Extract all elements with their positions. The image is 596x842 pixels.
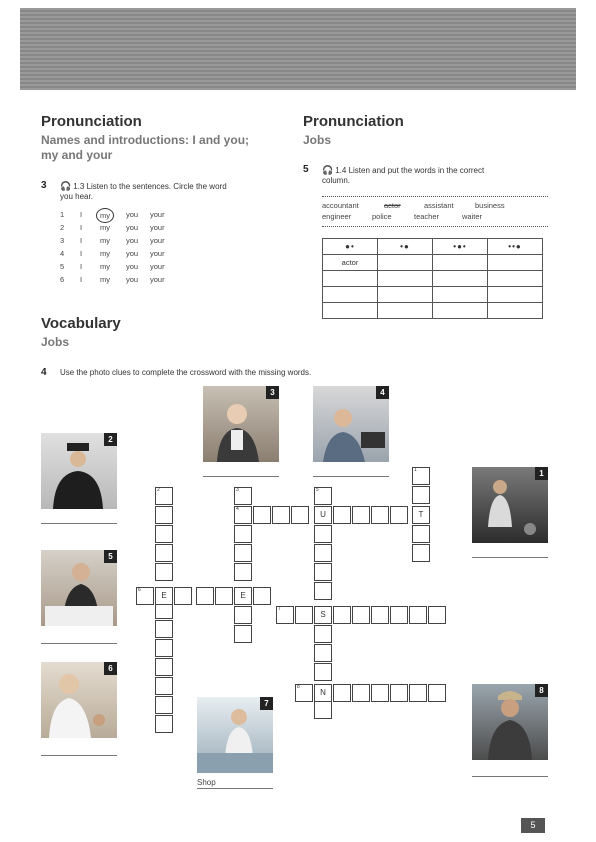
row-number: 2 [60, 223, 65, 232]
crossword-cell[interactable] [291, 506, 309, 524]
crossword-cell[interactable] [155, 658, 173, 676]
subtitle-line-2: my and your [41, 148, 113, 162]
crossword-cell[interactable] [253, 587, 271, 605]
crossword-cell[interactable] [155, 620, 173, 638]
table-cell[interactable] [488, 287, 543, 303]
crossword-cell[interactable] [234, 563, 252, 581]
crossword-cell[interactable] [215, 587, 233, 605]
crossword-cell[interactable] [333, 684, 351, 702]
word-box [322, 201, 548, 223]
crossword-cell[interactable] [155, 525, 173, 543]
crossword-cell[interactable] [390, 506, 408, 524]
instruction-line-1: 1.4 Listen and put the words in the correct [335, 166, 485, 175]
instruction-line-1: 1.3 Listen to the sentences. Circle the word [73, 182, 227, 191]
choice-you[interactable]: you [126, 249, 139, 258]
photo-number-badge: 8 [535, 684, 548, 697]
answer-line [472, 557, 548, 558]
answer-line [203, 476, 279, 477]
photo-number-badge: 7 [260, 697, 273, 710]
clue-number: 8 [297, 684, 300, 690]
table-cell[interactable] [323, 303, 378, 319]
crossword-cell[interactable] [314, 663, 332, 681]
crossword-cell[interactable] [174, 587, 192, 605]
crossword-cell[interactable] [352, 606, 370, 624]
stress-header: ●• [323, 239, 378, 255]
choice-my-circled[interactable]: my [96, 208, 114, 223]
crossword-cell[interactable] [272, 506, 290, 524]
photo-accountant [41, 550, 117, 626]
choice-your[interactable]: your [150, 262, 165, 271]
crossword-cell[interactable] [234, 625, 252, 643]
choice-my[interactable]: my [100, 262, 110, 271]
crossword-cell[interactable] [234, 487, 252, 505]
crossword-cell[interactable] [390, 684, 408, 702]
crossword-cell[interactable] [314, 582, 332, 600]
choice-my[interactable]: my [100, 236, 110, 245]
crossword-cell[interactable] [371, 606, 389, 624]
choice-i[interactable]: I [80, 210, 83, 219]
choice-your[interactable]: your [150, 275, 165, 284]
headphones-icon: 🎧 [322, 165, 334, 175]
word-item: police [372, 212, 392, 221]
choice-i[interactable]: I [80, 262, 83, 271]
crossword-cell[interactable] [234, 544, 252, 562]
section-title-pronunciation: Pronunciation [41, 113, 142, 130]
table-cell[interactable] [488, 271, 543, 287]
crossword-cell[interactable] [352, 506, 370, 524]
crossword-cell[interactable] [428, 606, 446, 624]
list-item [60, 273, 190, 286]
photo-receptionist [203, 386, 279, 462]
list-item [60, 247, 190, 260]
crossword-cell[interactable]: E [155, 587, 173, 605]
crossword-cell[interactable]: E [234, 587, 252, 605]
table-cell[interactable] [378, 303, 433, 319]
answer-line [197, 788, 273, 789]
list-item [60, 260, 190, 273]
answer-line [41, 523, 117, 524]
page-number: 5 [521, 818, 545, 833]
exercise-number: 5 [303, 164, 309, 175]
crossword-cell[interactable] [155, 715, 173, 733]
crossword-cell[interactable] [234, 606, 252, 624]
subtitle-line-1: Names and introductions: I and you; [41, 133, 250, 147]
row-number: 1 [60, 210, 65, 219]
clue-number: 1 [414, 467, 417, 473]
crossword-cell[interactable] [155, 487, 173, 505]
row-number: 5 [60, 262, 65, 271]
choice-you[interactable]: you [126, 210, 139, 219]
photo-number-badge: 5 [104, 550, 117, 563]
choice-i[interactable]: I [80, 275, 83, 284]
word-item: engineer [322, 212, 352, 221]
crossword-cell[interactable]: N [314, 684, 332, 702]
instruction-line-2: column. [322, 176, 351, 185]
table-cell: actor [323, 255, 378, 271]
answer-line [313, 476, 389, 477]
photo-police-officer [41, 433, 117, 509]
word-item: business [475, 201, 505, 210]
photo-businessman [313, 386, 389, 462]
choice-i[interactable]: I [80, 249, 83, 258]
clue-number: 5 [316, 487, 319, 493]
crossword-cell[interactable] [155, 563, 173, 581]
crossword-cell[interactable] [234, 525, 252, 543]
crossword-cell[interactable] [155, 506, 173, 524]
crossword-cell[interactable] [314, 701, 332, 719]
table-cell[interactable] [378, 255, 433, 271]
section-title-vocabulary: Vocabulary [41, 315, 121, 332]
photo-actor [472, 467, 548, 543]
photo-number-badge: 6 [104, 662, 117, 675]
word-item: teacher [414, 212, 440, 221]
choice-you[interactable]: you [126, 223, 139, 232]
choice-my[interactable]: my [100, 223, 110, 232]
crossword-cell[interactable] [234, 506, 252, 524]
table-cell[interactable] [433, 271, 488, 287]
crossword-cell[interactable] [314, 487, 332, 505]
crossword-cell[interactable] [333, 506, 351, 524]
exercise-number: 3 [41, 180, 47, 191]
table-cell[interactable] [323, 271, 378, 287]
choice-my[interactable]: my [100, 275, 110, 284]
photo-caption: Shop [197, 778, 216, 787]
crossword-cell[interactable] [155, 544, 173, 562]
table-cell[interactable] [433, 303, 488, 319]
answer-line [472, 776, 548, 777]
divider [322, 196, 548, 197]
crossword-cell[interactable] [371, 684, 389, 702]
crossword-cell[interactable] [155, 696, 173, 714]
answer-line [41, 643, 117, 644]
choice-i[interactable]: I [80, 236, 83, 245]
clue-number: 4 [236, 506, 239, 512]
crossword-cell[interactable] [412, 525, 430, 543]
clue-number: 6 [138, 587, 141, 593]
choice-you[interactable]: you [126, 275, 139, 284]
exercise-instruction [322, 165, 484, 186]
choice-your[interactable]: your [150, 210, 165, 219]
row-number: 4 [60, 249, 65, 258]
photo-number-badge: 4 [376, 386, 389, 399]
photo-number-badge: 3 [266, 386, 279, 399]
section-subtitle-jobs: Jobs [41, 335, 70, 349]
word-item: accountant [322, 201, 359, 210]
exercise-number: 4 [41, 367, 47, 378]
crossword-cell[interactable] [371, 506, 389, 524]
crossword-cell[interactable] [314, 644, 332, 662]
row-number: 6 [60, 275, 65, 284]
list-item [60, 221, 190, 234]
exercise-instruction: Use the photo clues to complete the crossword with the missing words. [60, 368, 312, 377]
crossword-cell[interactable] [314, 625, 332, 643]
headphones-icon: 🎧 [60, 181, 72, 191]
table-cell[interactable] [433, 287, 488, 303]
crossword-cell[interactable] [314, 544, 332, 562]
word-item: assistant [424, 201, 454, 210]
photo-teacher [41, 662, 117, 738]
stress-header: ••● [488, 239, 543, 255]
clue-number: 2 [157, 487, 160, 493]
answer-line [41, 755, 117, 756]
table-cell[interactable] [323, 287, 378, 303]
divider [322, 226, 548, 227]
crossword-cell[interactable]: T [412, 506, 430, 524]
section-subtitle [41, 133, 249, 163]
crossword-cell[interactable] [333, 606, 351, 624]
word-item-crossed: actor [384, 201, 401, 210]
choice-you[interactable]: you [126, 236, 139, 245]
photo-shop-assistant [197, 697, 273, 773]
table-cell[interactable] [488, 303, 543, 319]
crossword-cell[interactable] [314, 563, 332, 581]
crossword-cell[interactable] [409, 606, 427, 624]
instruction-line-2: you hear. [60, 192, 93, 201]
crossword-cell[interactable]: U [314, 506, 332, 524]
crossword-cell[interactable] [276, 606, 294, 624]
word-item: waiter [462, 212, 483, 221]
choice-i[interactable]: I [80, 223, 83, 232]
choice-your[interactable]: your [150, 236, 165, 245]
table-cell[interactable] [433, 255, 488, 271]
table-cell[interactable] [378, 287, 433, 303]
crossword-cell[interactable] [155, 677, 173, 695]
crossword-cell[interactable] [390, 606, 408, 624]
crossword-cell[interactable] [412, 486, 430, 504]
word-choice-list [60, 208, 190, 286]
crossword-cell[interactable]: S [314, 606, 332, 624]
section-title-pronunciation-jobs: Pronunciation [303, 113, 404, 130]
crossword-cell[interactable] [295, 606, 313, 624]
crossword-cell[interactable] [196, 587, 214, 605]
stress-header: •● [378, 239, 433, 255]
header-banner [20, 8, 576, 90]
crossword-cell[interactable] [253, 506, 271, 524]
clue-number: 7 [278, 606, 281, 612]
table-cell[interactable] [488, 255, 543, 271]
photo-number-badge: 2 [104, 433, 117, 446]
crossword-cell[interactable] [409, 684, 427, 702]
crossword-cell[interactable] [314, 525, 332, 543]
crossword-cell[interactable] [412, 544, 430, 562]
photo-engineer [472, 684, 548, 760]
exercise-instruction [60, 181, 227, 202]
choice-your[interactable]: your [150, 223, 165, 232]
choice-your[interactable]: your [150, 249, 165, 258]
stress-header: •●• [433, 239, 488, 255]
row-number: 3 [60, 236, 65, 245]
photo-number-badge: 1 [535, 467, 548, 480]
crossword-cell[interactable] [136, 587, 154, 605]
crossword-cell[interactable] [428, 684, 446, 702]
choice-you[interactable]: you [126, 262, 139, 271]
list-item [60, 234, 190, 247]
clue-number: 3 [236, 487, 239, 493]
list-item [60, 208, 190, 221]
crossword-cell[interactable] [412, 467, 430, 485]
choice-my[interactable]: my [100, 249, 110, 258]
table-cell[interactable] [378, 271, 433, 287]
crossword-cell[interactable] [352, 684, 370, 702]
stress-table [322, 238, 543, 319]
crossword-cell[interactable] [295, 684, 313, 702]
section-subtitle-jobs: Jobs [303, 133, 332, 147]
crossword-cell[interactable] [155, 639, 173, 657]
